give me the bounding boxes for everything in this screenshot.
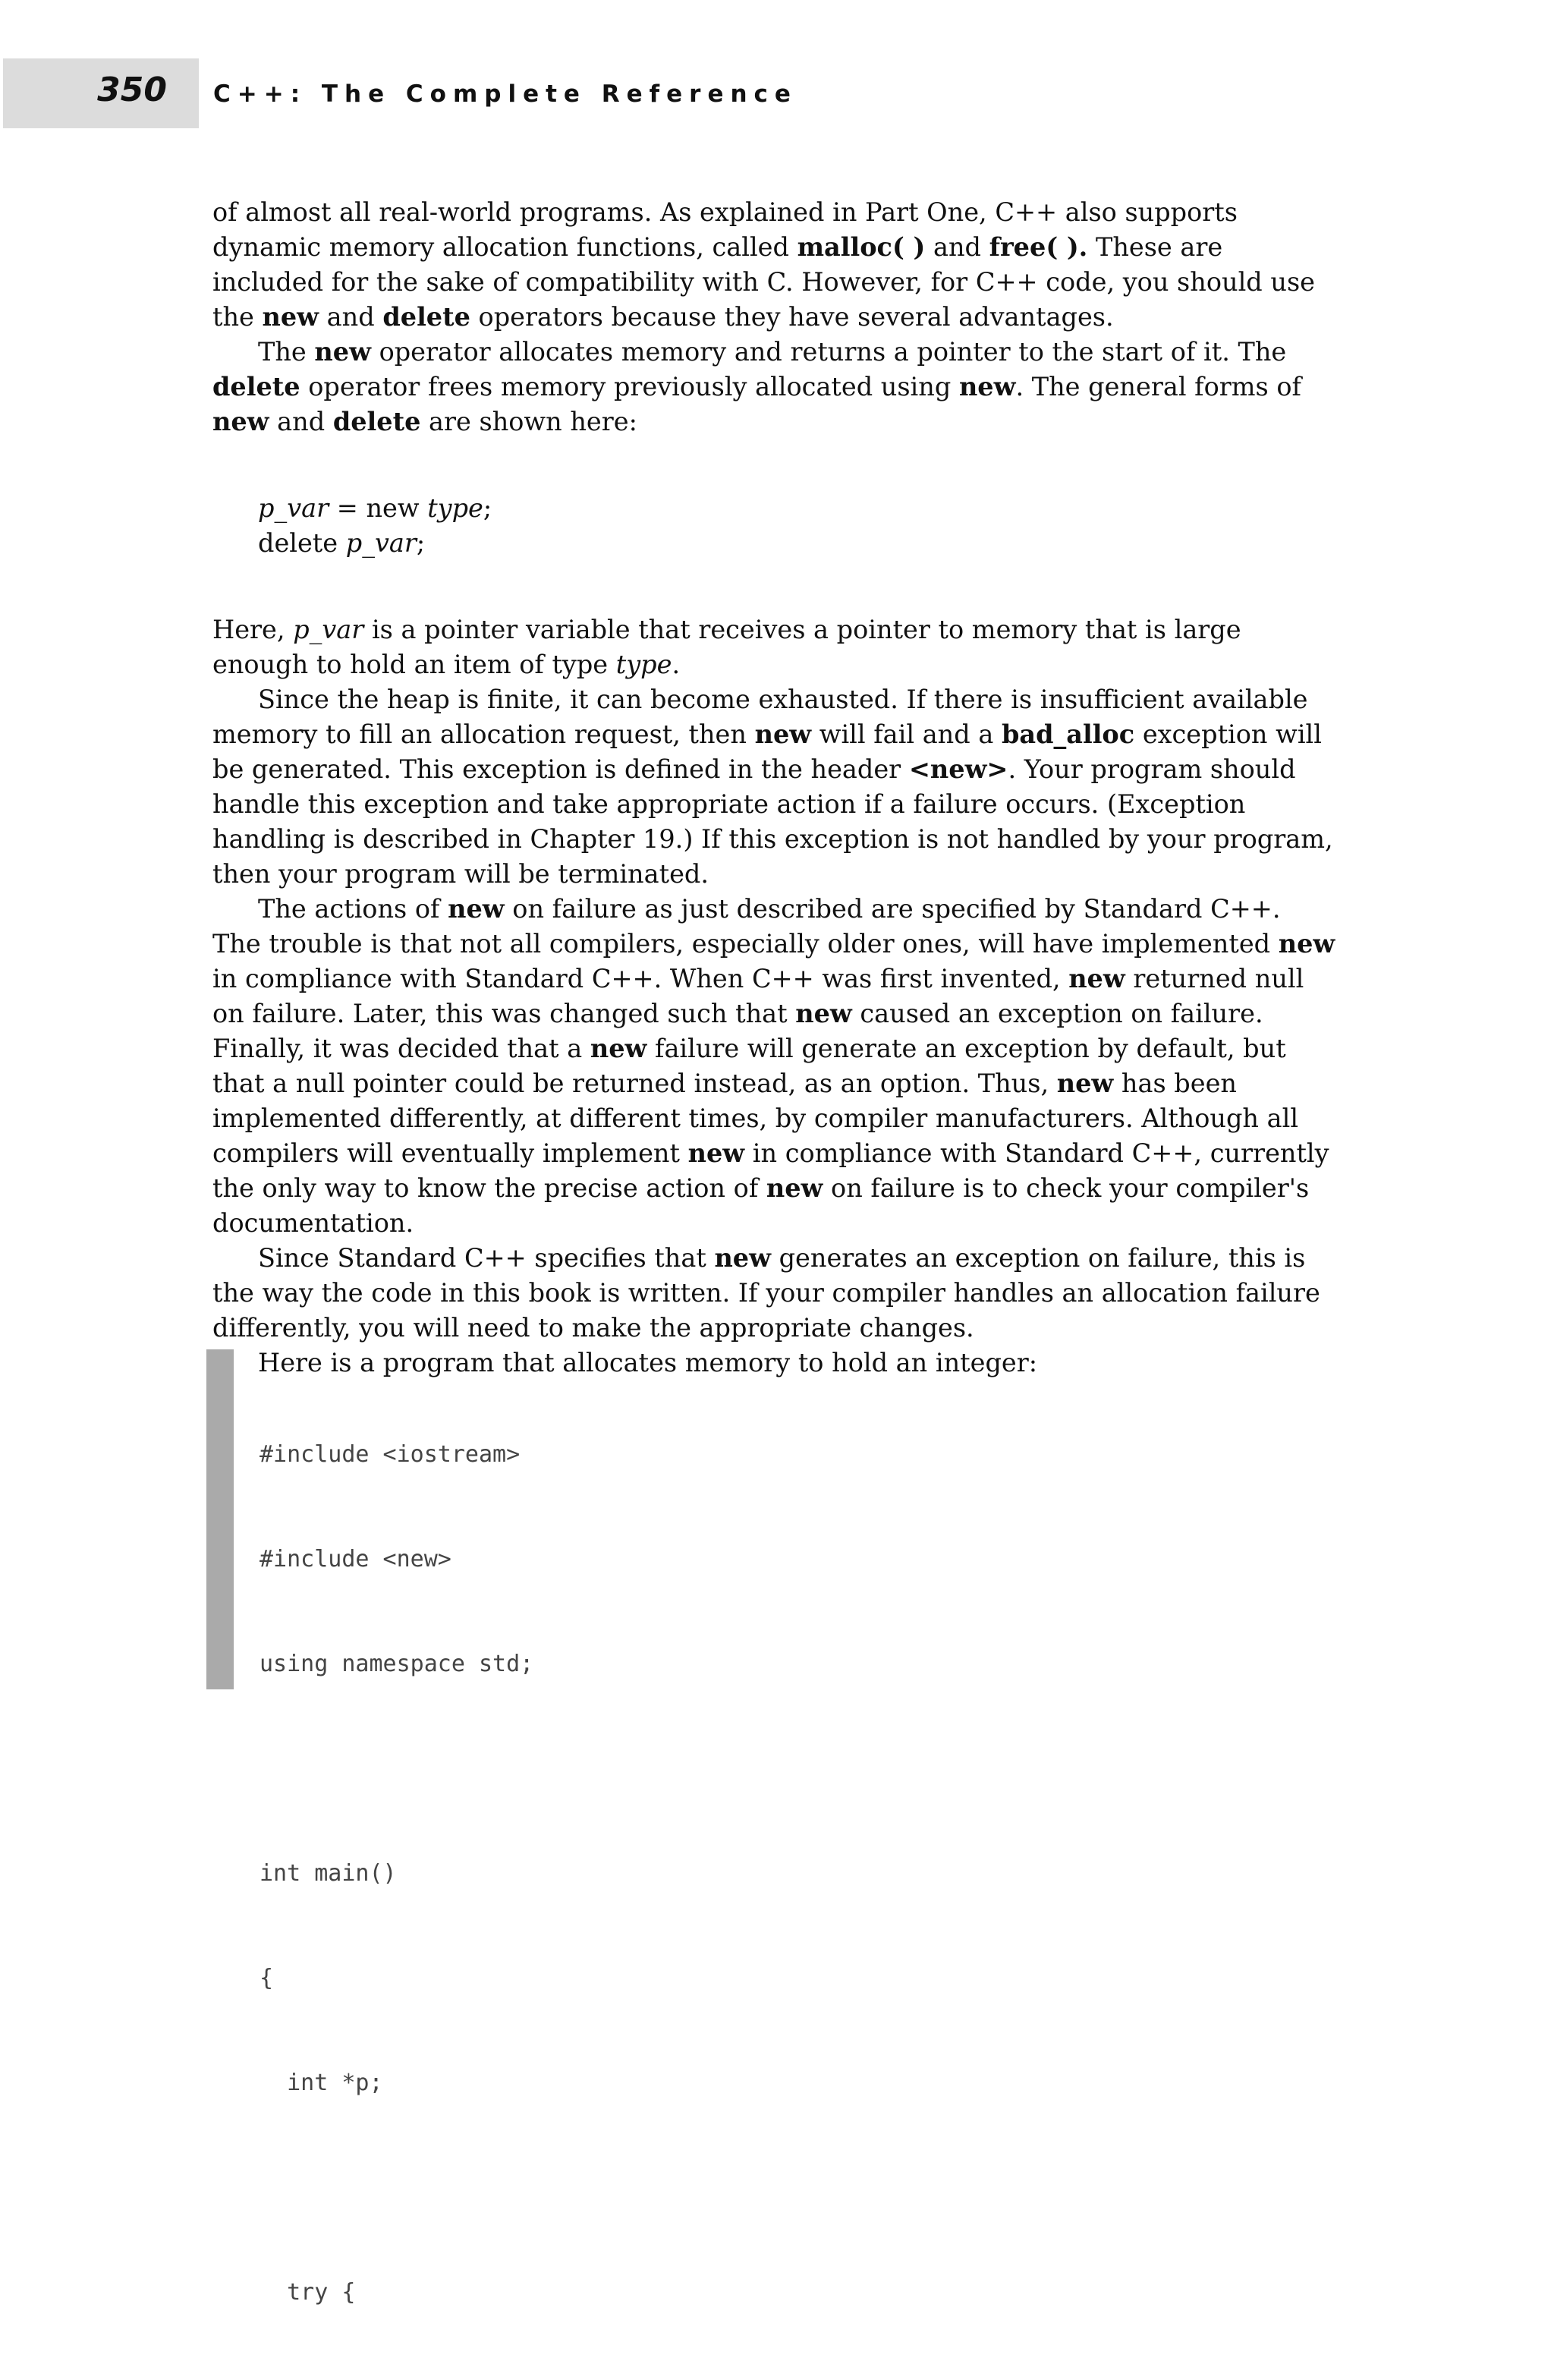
bold-term: delete — [332, 407, 421, 436]
text-run: failure will generate an exception by default, but that a null pointer could be returned instead, as an option. Thus, — [212, 1034, 1286, 1098]
text-run: operator frees memory previously allocated using — [300, 372, 959, 401]
bold-term: new — [262, 302, 319, 332]
text-run: will fail and a — [811, 719, 1002, 749]
code-line — [260, 1752, 533, 1787]
bold-term: malloc( ) — [797, 232, 926, 262]
text-run: Here is a program that allocates memory to hold an integer: — [258, 1348, 1038, 1377]
bold-term: new — [314, 337, 371, 367]
bold-term: new — [958, 372, 1016, 401]
bold-term: delete — [382, 302, 470, 332]
text-run: in compliance with Standard C++, currently the only way to know the precise action of — [212, 1138, 1329, 1203]
code-margin-bar — [206, 1349, 234, 1689]
code-lines — [260, 1368, 533, 2380]
bold-term: new — [795, 999, 852, 1028]
text-run: delete — [258, 528, 346, 558]
code-line: #include <iostream> — [260, 1441, 521, 1468]
code-line: int main() — [260, 1860, 397, 1887]
body-text — [212, 195, 1335, 1380]
text-run: is a pointer variable that receives a pointer to memory that is large enough to hold an item of type — [212, 615, 1241, 679]
general-form-delete — [258, 526, 1335, 561]
text-run: generates an exception on failure, this is the way the code in this book is written. If your compiler handles an allocation failure differently, you will need to make the appropriate changes. — [212, 1243, 1320, 1343]
text-run: operator allocates memory and returns a pointer to the start of it. The — [370, 337, 1287, 367]
text-run: on failure is to check your compiler's documentation. — [212, 1173, 1310, 1238]
text-run: returned null on failure. Later, this was changed such that — [212, 964, 1304, 1028]
text-run: The — [258, 337, 315, 367]
page-number: 350 — [97, 71, 167, 109]
code-line — [260, 2171, 533, 2205]
text-run: The actions of — [258, 894, 448, 924]
bold-term: new — [590, 1034, 647, 1063]
text-run: in compliance with Standard C++. When C++ was first invented, — [212, 964, 1069, 993]
italic-term: p_var — [258, 493, 329, 523]
paragraph — [212, 682, 1335, 892]
bold-term: new — [212, 407, 269, 436]
code-line: #include <new> — [260, 1546, 451, 1572]
code-listing — [206, 1349, 1117, 2306]
italic-term: p_var — [293, 615, 364, 644]
paragraph — [212, 195, 1335, 335]
bold-term: new — [754, 719, 812, 749]
paragraph — [212, 892, 1335, 1241]
text-run: Since Standard C++ specifies that — [258, 1243, 715, 1273]
text-run: These are included for the sake of compatibility with C. However, for C++ code, you should use the — [212, 232, 1315, 332]
running-head: C++: The Complete Reference — [213, 80, 797, 108]
bold-term: new — [1068, 964, 1125, 993]
bold-term: new — [714, 1243, 771, 1273]
bold-term: free( ). — [989, 232, 1088, 262]
text-run: ; — [483, 493, 492, 523]
text-run: and — [319, 302, 383, 332]
text-run: ; — [416, 528, 426, 558]
text-run: Here, — [212, 615, 294, 644]
bold-term: bad_alloc — [1001, 719, 1135, 749]
text-run: and — [925, 232, 989, 262]
text-run: exception will be generated. This exception is defined in the header — [212, 719, 1322, 784]
bold-term: new — [448, 894, 505, 924]
code-line: try { — [260, 2279, 356, 2306]
paragraph — [212, 335, 1335, 439]
text-run: . The general forms of — [1015, 372, 1301, 401]
text-run: are shown here: — [420, 407, 637, 436]
code-line: int *p; — [260, 2070, 383, 2096]
text-run: and — [269, 407, 333, 436]
text-run: on failure as just described are specified by Standard C++. The trouble is that not all compilers, especially older ones, will have implemented — [212, 894, 1281, 959]
bold-term: new — [766, 1173, 823, 1203]
text-run: of almost all real-world programs. As explained in Part One, C++ also supports dynamic memory allocation functions, called — [212, 197, 1238, 262]
code-line: using namespace std; — [260, 1651, 534, 1677]
italic-term: type — [615, 650, 672, 679]
text-run: operators because they have several advantages. — [470, 302, 1114, 332]
code-line: { — [260, 1965, 274, 1991]
paragraph — [212, 1241, 1335, 1346]
italic-term: type — [427, 493, 483, 523]
text-run: has been implemented differently, at different times, by compiler manufacturers. Although all compilers will eventually implement — [212, 1069, 1299, 1168]
italic-term: p_var — [345, 528, 417, 558]
bold-term: new — [687, 1138, 745, 1168]
text-run: Since the heap is finite, it can become exhausted. If there is insufficient available memory to fill an allocation request, then — [212, 685, 1308, 749]
bold-term: new — [1278, 929, 1335, 959]
text-run: caused an exception on failure. Finally, it was decided that a — [212, 999, 1263, 1063]
paragraph — [212, 612, 1335, 682]
text-run: . Your program should handle this exception and take appropriate action if a failure occurs. (Exception handling is described in Chapter 19.) If this exception is not handled by your program, then your program will be terminated. — [212, 754, 1333, 889]
text-run: . — [672, 650, 681, 679]
bold-term: new — [1056, 1069, 1114, 1098]
page-number-box — [3, 58, 199, 128]
text-run: = new — [329, 493, 428, 523]
bold-term: delete — [212, 372, 300, 401]
bold-term: <new> — [908, 754, 1008, 784]
general-form-new — [258, 491, 1335, 526]
general-form — [258, 491, 1335, 561]
page-header — [0, 58, 1554, 128]
